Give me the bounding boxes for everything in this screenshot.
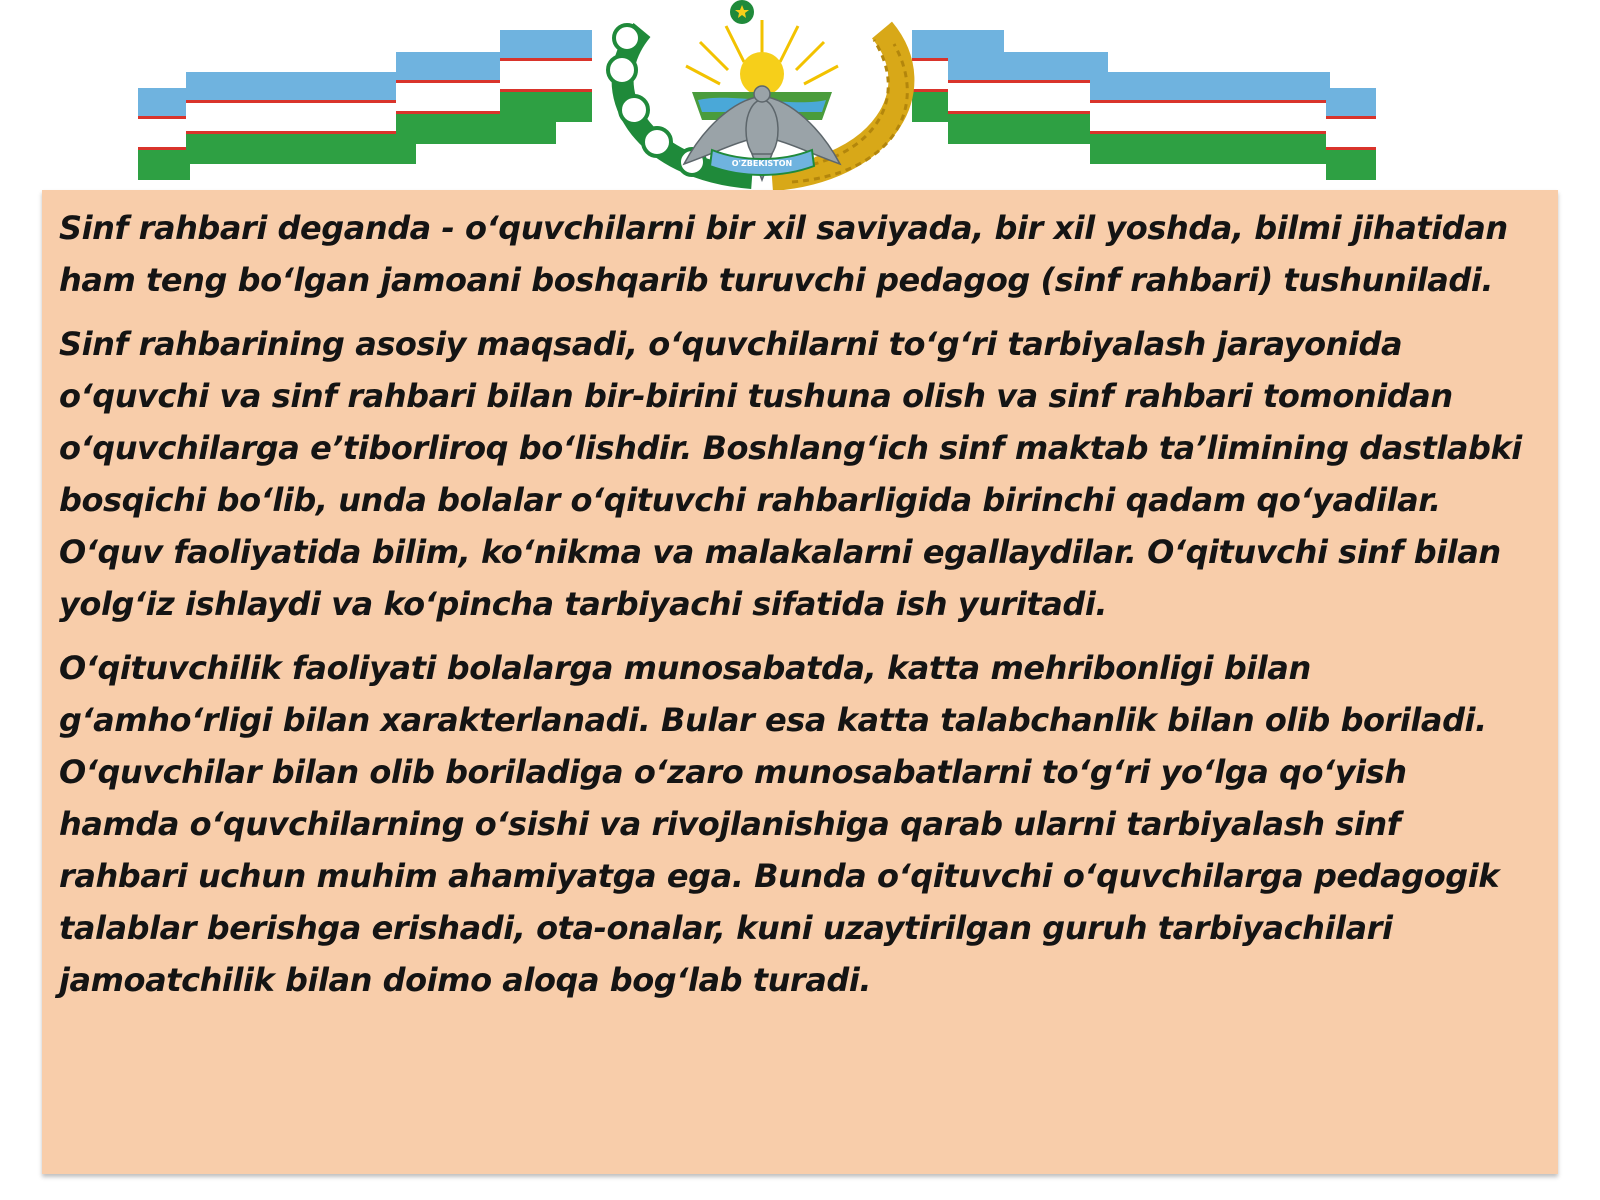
paragraph-3: O‘qituvchilik faoliyati bolalarga munosabatda, katta mehribonligi bilan g‘amho‘rligi bilan xarakterlanadi. Bular esa katta talabchanlik bilan olib boriladi. O‘quvchilar bilan olib boriladiga o‘zaro munosabatlarni to‘g‘ri yo‘lga qo‘yish hamda o‘quvchilarning o‘sishi va rivojlanishiga qarab ularni tarbiyalash sinf rahbari uchun muhim ahamiyatga ega. Bunda o‘qituvchi o‘quvchilarga pedagogik talablar berishga erishadi, ota-onalar, kuni uzaytirilgan guruh tarbiyachilari jamoatchilik bilan doimo aloqa bog‘lab turadi. xyxy=(59,649,1500,999)
text-panel xyxy=(42,190,1558,1174)
left-flag-ribbon xyxy=(138,30,592,180)
paragraph-1: Sinf rahbari deganda - o‘quvchilarni bir xil saviyada, bir xil yoshda, bilmi jihatidan ham teng bo‘lgan jamoani boshqarib turuvchi pedagog (sinf rahbari) tushuniladi. xyxy=(59,209,1508,299)
paragraph-2: Sinf rahbarining asosiy maqsadi, o‘quvchilarni to‘g‘ri tarbiyalash jarayonida o‘quvchi va sinf rahbari bilan bir-birini tushuna olish va sinf rahbari tomonidan o‘quvchilarga e’tiborliroq bo‘lishdir. Boshlang‘ich sinf maktab ta’limining dastlabki bosqichi bo‘lib, unda bolalar o‘qituvchi rahbarligida birinchi qadam qo‘yadilar. O‘quv faoliyatida bilim, ko‘nikma va malakalarni egallaydilar. O‘qituvchi sinf bilan yolg‘iz ishlaydi va ko‘pincha tarbiyachi sifatida ish yuritadi. xyxy=(59,325,1522,623)
state-emblem xyxy=(608,0,907,182)
emblem-inscription: O'ZBEKISTON xyxy=(731,159,793,168)
flag-ribbon-banner xyxy=(0,0,1600,200)
star-crescent-icon xyxy=(730,0,754,24)
right-flag-ribbon xyxy=(912,30,1376,180)
